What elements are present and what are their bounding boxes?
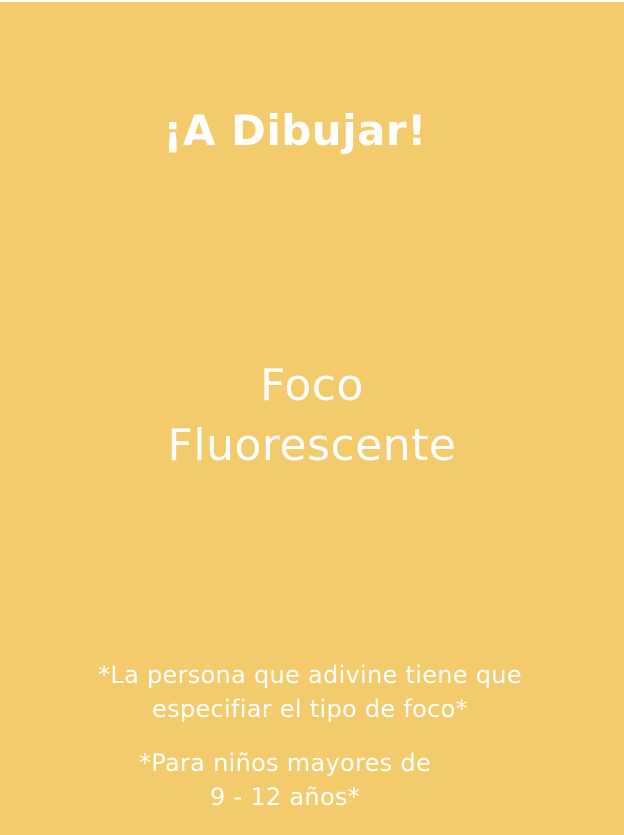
card-title: ¡A Dibujar!: [163, 106, 427, 155]
guess-rule-note: [0, 658, 620, 726]
word-to-draw-line-1: Foco: [260, 360, 364, 411]
guess-rule-line-2: especifiar el tipo de foco*: [152, 695, 468, 723]
age-range-line-2: 9 - 12 años*: [209, 783, 361, 811]
game-card: [0, 2, 624, 835]
guess-rule-line-1: *La persona que adivine tiene que: [98, 661, 522, 689]
word-to-draw-line-2: Fluorescente: [167, 420, 457, 471]
age-range-note: [100, 746, 470, 814]
age-range-line-1: *Para niños mayores de: [138, 749, 432, 777]
